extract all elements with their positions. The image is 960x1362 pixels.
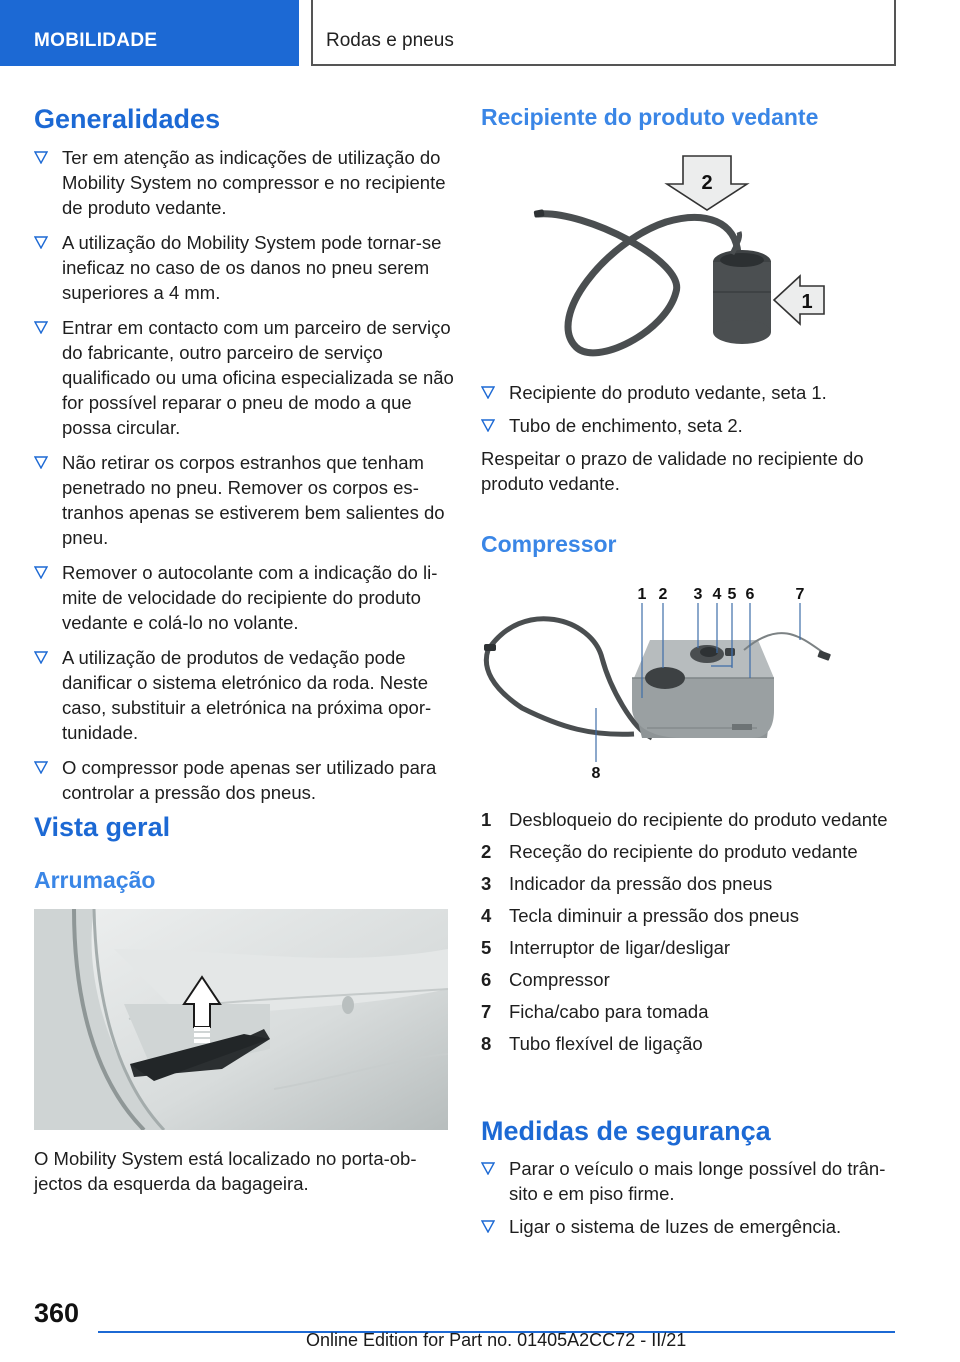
legend-item [481, 1031, 901, 1056]
section-tab [0, 0, 299, 66]
triangle-bullet-icon [481, 1162, 495, 1175]
triangle-bullet-icon [34, 566, 48, 579]
trunk-storage-image [34, 909, 448, 1130]
list-item [481, 380, 901, 405]
heading-vista-geral: Vista geral [34, 812, 171, 842]
bullet-text: Remover o autocolante com a indicação do limite de velocidade do recipiente do produto vedante e colá-lo no volante. [62, 562, 438, 633]
callout-label-1: 1 [637, 586, 647, 603]
callout-label-2: 2 [701, 172, 713, 194]
legend-number: 8 [481, 1033, 492, 1054]
legend-item [481, 839, 901, 864]
legend-text: Receção do recipiente do produto vedante [509, 841, 858, 862]
list-item [481, 413, 901, 438]
list-item [34, 315, 454, 440]
callout-label-8: 8 [591, 765, 601, 782]
heading-compressor: Compressor [481, 531, 617, 557]
triangle-bullet-icon [34, 236, 48, 249]
legend-text: Tubo flexível de ligação [509, 1033, 703, 1054]
legend-text: Desbloqueio do recipiente do produto vedante [509, 809, 888, 830]
legend-item [481, 999, 901, 1024]
callout-label-5: 5 [727, 586, 737, 603]
bullet-text: Ligar o sistema de luzes de emergência. [509, 1216, 842, 1237]
legend-item [481, 903, 901, 928]
legend-text: Tecla diminuir a pressão dos pneus [509, 905, 799, 926]
compressor-image [482, 578, 832, 788]
legend-number: 7 [481, 1001, 492, 1022]
chapter-title: Rodas e pneus [326, 30, 454, 51]
triangle-bullet-icon [481, 386, 495, 399]
bullet-text: Não retirar os corpos estranhos que tenham penetrado no pneu. Remover os corpos estranhos apenas se estiverem bem salientes do pneu. [62, 452, 445, 548]
page-number: 360 [34, 1298, 80, 1328]
bullet-text: Ter em atenção as indicações de utilização do Mobility System no compressor e no recipiente de produto vedante. [62, 147, 446, 218]
legend-item [481, 967, 901, 992]
triangle-bullet-icon [34, 761, 48, 774]
triangle-bullet-icon [481, 419, 495, 432]
bullet-text: Recipiente do produto vedante, seta 1. [509, 382, 827, 403]
triangle-bullet-icon [481, 1220, 495, 1233]
list-item [481, 1156, 901, 1206]
edition-note: Online Edition for Part no. 01405A2CC72 - II/21 [306, 1330, 687, 1350]
legend-item [481, 871, 901, 896]
compressor-legend [481, 807, 901, 1056]
legend-number: 2 [481, 841, 492, 862]
bullet-text: Entrar em contacto com um parceiro de serviço do fabricante, outro parceiro de serviço qualificado ou uma oficina especializada se não for possível reparar o pneu de modo a que possa circular. [62, 317, 454, 438]
container-bullets [481, 380, 901, 496]
list-item [34, 230, 454, 305]
arrow-1-callout [774, 276, 824, 324]
general-bullets [34, 145, 454, 805]
callout-label-2: 2 [658, 586, 668, 603]
container-note: Respeitar o prazo de validade no recipiente do produto vedante. [481, 448, 864, 494]
heading-arrumacao: Arrumação [34, 867, 156, 893]
sealant-container-image [526, 152, 830, 368]
legend-item [481, 935, 901, 960]
list-item [481, 1214, 901, 1239]
storage-description: O Mobility System está localizado no porta-objectos da esquerda da bagageira. [34, 1148, 417, 1194]
list-item [34, 755, 454, 805]
callout-label-3: 3 [693, 586, 703, 603]
legend-number: 4 [481, 905, 492, 926]
list-item [34, 560, 454, 635]
bullet-text: A utilização de produtos de vedação pode danificar o sistema eletrónico da roda. Neste caso, substituir a eletrónica na próxima oportunidade. [62, 647, 432, 743]
bullet-text: O compressor pode apenas ser utilizado para controlar a pressão dos pneus. [62, 757, 437, 803]
left-column [34, 104, 454, 805]
triangle-bullet-icon [34, 321, 48, 334]
triangle-bullet-icon [34, 651, 48, 664]
safety-bullets [481, 1156, 901, 1239]
legend-number: 3 [481, 873, 492, 894]
legend-text: Compressor [509, 969, 610, 990]
legend-number: 6 [481, 969, 492, 990]
list-item [34, 145, 454, 220]
arrow-2-callout [667, 156, 747, 210]
legend-item [481, 807, 901, 832]
callout-label-1: 1 [801, 291, 813, 313]
triangle-bullet-icon [34, 151, 48, 164]
callout-label-6: 6 [745, 586, 755, 603]
bullet-text: Tubo de enchimento, seta 2. [509, 415, 743, 436]
callout-label-7: 7 [795, 586, 805, 603]
triangle-bullet-icon [34, 456, 48, 469]
list-item [34, 450, 454, 550]
legend-number: 1 [481, 809, 492, 830]
bullet-text: A utilização do Mobility System pode tornar-se ineficaz no caso de os danos no pneu serem superiores a 4 mm. [62, 232, 442, 303]
heading-generalidades: Generalidades [34, 104, 221, 134]
legend-text: Ficha/cabo para tomada [509, 1001, 709, 1022]
legend-text: Indicador da pressão dos pneus [509, 873, 773, 894]
heading-recipiente: Recipiente do produto vedante [481, 104, 819, 130]
heading-medidas-seguranca: Medidas de segurança [481, 1116, 771, 1146]
list-item [34, 645, 454, 745]
section-title: MOBILIDADE [34, 30, 158, 51]
legend-text: Interruptor de ligar/desligar [509, 937, 731, 958]
chapter-tab [311, 0, 896, 66]
legend-number: 5 [481, 937, 492, 958]
bullet-text: Parar o veículo o mais longe possível do trânsito e em piso firme. [509, 1158, 886, 1204]
callout-label-4: 4 [712, 586, 722, 603]
